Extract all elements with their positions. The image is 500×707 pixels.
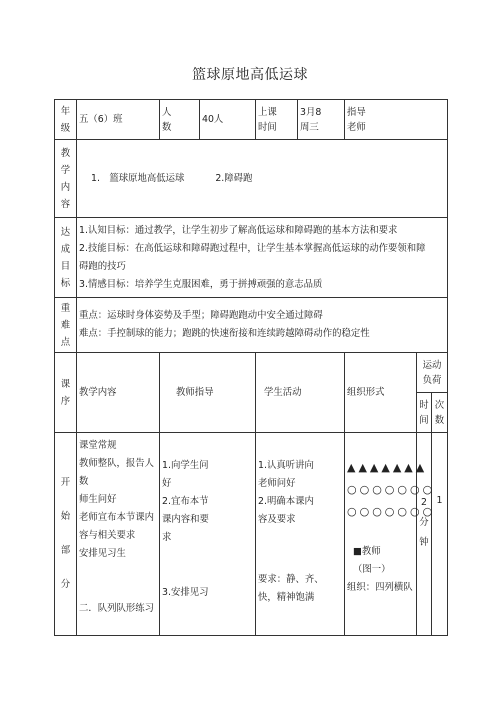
page-title: 篮球原地高低运球	[192, 67, 308, 83]
teacher-marker: ■教师	[353, 546, 381, 557]
content-label: 教 学 内 容	[55, 140, 77, 218]
goals-text: 1.认知目标：通过教学，让学生初步了解高低运球和障碍跑的基本方法和要求 2.技能目标：在高低运球和障碍跑过程中，让学生基本掌握高低运球的动作要领和障 碍跑的技巧 3.情感目标：培养学生克服困难，勇于拼搏顽强的意志品质	[77, 218, 448, 298]
keypoints-label: 重 难 点	[55, 298, 77, 353]
formation-row-circles-2: ○○○○○○○	[347, 505, 436, 518]
start-label: 开 始 部 分	[55, 433, 77, 636]
header-row-top	[55, 353, 448, 393]
time-value: 3月8 周三	[298, 100, 345, 140]
teacher-label: 指导 老师	[345, 100, 448, 140]
count-header: 次 数	[432, 393, 448, 433]
organization-form: 组织：四列横队	[347, 582, 413, 593]
content-items	[77, 140, 448, 218]
grade-label: 年 级	[55, 100, 77, 140]
organization-header: 组织形式	[345, 353, 417, 433]
start-content: 课堂常规 教师整队，报告人 数 师生问好 老师宣布本节课内 容与相关要求 安排见习生 二．队列队形练习	[77, 433, 160, 636]
start-row	[55, 433, 448, 636]
content-row	[55, 140, 448, 218]
student-activity-header: 学生活动	[256, 353, 345, 433]
content-item-1: 1. 篮球原地高低运球	[91, 173, 185, 184]
class-value: 五（6）班	[77, 100, 160, 140]
sequence-header: 课 序	[55, 353, 77, 433]
time-label: 上课 时间	[256, 100, 298, 140]
info-row	[55, 100, 448, 140]
people-label: 人 数	[160, 100, 200, 140]
lesson-plan-table	[54, 99, 448, 636]
keypoints-text: 重点：运球时身体姿势及手型；障碍跑跑动中安全通过障碍 难点：手控制球的能力；跑跳的快速衔接和连续跨越障碍动作的稳定性	[77, 298, 448, 353]
start-time: 2 分 钟	[417, 433, 432, 636]
teaching-content-header: 教学内容	[77, 353, 160, 433]
start-count: 1	[432, 433, 448, 636]
start-guidance: 1.向学生问 好 2.宜布本节 课内容和要 求 3.安排见习	[160, 433, 256, 636]
figure-caption: （图一）	[353, 564, 391, 575]
load-header: 运动 负荷	[417, 353, 448, 393]
goals-row	[55, 218, 448, 298]
goals-label: 达 成 目 标	[55, 218, 77, 298]
people-value: 40人	[200, 100, 256, 140]
time-header: 时 间	[417, 393, 432, 433]
content-item-2: 2.障碍跑	[215, 173, 253, 184]
teacher-guidance-header: 教师指导	[160, 353, 256, 433]
start-activity: 1.认真听讲向 老师问好 2.明确本课内 容及要求 要求：静、齐、 快，精神饱满	[256, 433, 345, 636]
formation-row-triangles: ▲▲▲▲▲▲▲	[347, 461, 428, 474]
formation-row-circles-1: ○○○○○○○	[347, 483, 436, 496]
keypoints-row	[55, 298, 448, 353]
